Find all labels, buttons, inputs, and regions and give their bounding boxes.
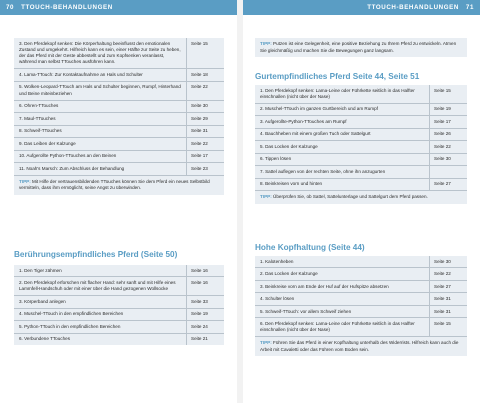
table-row [255, 165, 467, 177]
step-text: 2. Den Pferdekopf erforschen mit flacher Hand: sehr sanft und mit Hilfe eines Lammfell-Handschuh oder mit einer über die Hand gezogenen Wollsocke [19, 280, 176, 292]
table-row [255, 128, 467, 140]
step-text: 5. Das Locken der Kalzunge [260, 143, 318, 149]
page-ref [429, 166, 467, 177]
step-text: 4. Bauchheben mit einem großen Tuch oder Sattelgurt [260, 131, 371, 137]
right-page-header [243, 0, 480, 15]
step-text: 3. Aufgerollte-Python-TTouches am Rumpf [260, 118, 347, 124]
page-ref: Seite 22 [186, 138, 224, 149]
page-ref: Seite 17 [186, 151, 224, 162]
page-ref: Seite 16 [186, 265, 224, 276]
tip-label: TIPP: [260, 41, 272, 46]
table-row [14, 308, 224, 320]
step-text: 5. Schweif-TTouch: vor allem Schweif ziehen [260, 308, 352, 314]
step-text: 3. Den Pferdekopf senken: Die Körperhaltung beeinflusst den emotionalen Zustand und umgekehrt. Hilfreich kann es sein, einer Hälfte zur Seite zu heben, der das Pferd mit der Geste abbestellt und zum Kopfsenken veranlasst, während man selbst TTouches ausführen kann. [19, 40, 181, 65]
page-ref: Seite 22 [429, 268, 467, 279]
left-page-number: 70 [6, 4, 15, 11]
step-text: 2. Das Locken der Kalzunge [260, 271, 318, 277]
tip-box [255, 190, 467, 204]
step-text: 7. Maul-TTouches [19, 115, 56, 121]
step-text: 1. Den Pferdekopf senken: Lama-Leine oder Führkette seitlich in das Halfter einschnallen (nicht über der Nase) [260, 87, 415, 99]
step-text: 3. Beinkreise vorn am Ende der Huf auf der Hufspitze absetzen [260, 283, 389, 289]
table-row [14, 81, 224, 100]
table-row [14, 100, 224, 112]
page-ref: Seite 31 [186, 126, 224, 137]
section-heading: Gurtempfindliches Pferd Seite 44, Seite 51 [255, 72, 420, 81]
step-text: 4. Lama-TTouch: Zur Kontaktaufnahme an Hals und Schulter [19, 71, 143, 77]
left-treatment-table-1 [14, 38, 224, 175]
step-text: 10. Aufgerollte Python-TTouches an den Beinen [19, 153, 117, 159]
table-row [255, 103, 467, 115]
step-text: 9. Das Leiben der Kalzunge [19, 140, 76, 146]
page-ref: Seite 24 [186, 321, 224, 332]
page-ref: Seite 26 [429, 129, 467, 140]
page-ref: Seite 33 [186, 296, 224, 307]
left-block-2 [14, 265, 224, 345]
right-running-title: TTOUCH-BEHANDLUNGEN [367, 4, 459, 11]
page-ref: Seite 30 [429, 154, 467, 165]
right-page-number: 71 [465, 4, 474, 11]
page-ref: Seite 23 [186, 163, 224, 174]
left-block-1 [14, 38, 224, 195]
table-row [255, 256, 467, 267]
step-text: 4. Muschel-TTouch in den empfindlichen Bereichen [19, 311, 124, 317]
table-row [255, 317, 467, 336]
table-row [255, 153, 467, 165]
tip-label: TIPP: [19, 178, 31, 184]
right-treatment-table-1 [255, 85, 467, 190]
table-row [255, 280, 467, 292]
page-ref: Seite 22 [429, 141, 467, 152]
table-row [14, 137, 224, 149]
tip-label: TIPP: [260, 340, 272, 346]
table-row [255, 292, 467, 304]
step-text: 4. Schulter lösen [260, 296, 295, 302]
right-block-1 [255, 85, 467, 204]
page-ref: Seite 29 [186, 113, 224, 124]
table-row [14, 162, 224, 174]
page-ref: Seite 31 [429, 306, 467, 317]
page-ref: Seite 19 [429, 104, 467, 115]
page-ref: Seite 16 [186, 277, 224, 295]
tip-box [255, 38, 467, 57]
table-row [255, 305, 467, 317]
section-heading: Berührungsempfindliches Pferd (Seite 50) [14, 250, 178, 259]
step-text: 7. Sattel auflegen von der rechten Seite, ohne ihn anzugurten [260, 168, 386, 174]
step-text: 8. Schweif-TTouches [19, 128, 62, 134]
step-text: 5. Wolken-Leopard-TTouch am Hals und Schulter beginnen, Rumpf, Hinterhand und Beine miteinbeziehen [19, 84, 181, 96]
tip-text: Überprüfen Sie, ob Sattel, Sattelunterlage und Sattelgurt dem Pferd passen. [273, 194, 428, 200]
page-ref: Seite 30 [429, 256, 467, 267]
step-text: 6. Ohren-TTouches [19, 103, 59, 109]
step-text: 6. Tippen lösen [260, 156, 292, 162]
left-page [0, 15, 237, 403]
tip-label: TIPP: [260, 194, 272, 200]
right-page [243, 15, 480, 403]
table-row [14, 112, 224, 124]
table-row [14, 125, 224, 137]
table-row [255, 140, 467, 152]
left-page-header [0, 0, 237, 15]
step-text: 6. Den Pferdekopf senken: Lama-Leine oder Führkette seitlich in das Halfter einschnallen (nicht über der Nase) [260, 321, 415, 333]
right-treatment-table-2 [255, 256, 467, 336]
right-tip-top [255, 38, 467, 57]
left-running-title: TTOUCH-BEHANDLUNGEN [21, 4, 113, 11]
tip-text: Führen Sie das Pferd in einer Kopfhaltung unterhalb des Widerrists. Hilfreich kann auch die Arbeit mit Cavaletti oder das Führen vom Boden sein. [260, 340, 459, 352]
tip-box [255, 336, 467, 356]
table-row [14, 150, 224, 162]
page-ref: Seite 31 [429, 293, 467, 304]
table-row [255, 115, 467, 127]
page-ref: Seite 17 [429, 116, 467, 127]
step-text: 6. Verbundene TTouches [19, 336, 70, 342]
page-ref: Seite 27 [429, 179, 467, 190]
step-text: 5. Python-TTouch in den empfindlichen Bereichen [19, 323, 121, 329]
table-row [14, 38, 224, 68]
page-ref: Seite 15 [186, 38, 224, 68]
page-ref: Seite 15 [429, 318, 467, 336]
page-ref: Seite 15 [429, 85, 467, 103]
section-heading: Hohe Kopfhaltung (Seite 44) [255, 243, 365, 252]
page-ref: Seite 18 [186, 69, 224, 80]
table-row [14, 276, 224, 295]
page-ref: Seite 19 [186, 309, 224, 320]
tip-text: Mit Hilfe der vertrauensbildenden TTouches können Sie dem Pferd ein neues Selbstbild vermitteln, dass ihm ermöglicht, seine Angst zu überwinden. [19, 178, 210, 191]
table-row [14, 68, 224, 80]
left-treatment-table-2 [14, 265, 224, 345]
step-text: 8. Beinkreisen vorn und hinten [260, 181, 323, 187]
tip-text: Putzen ist eine Gelegenheit, eine positive Beziehung zu Ihrem Pferd zu entwickeln. Atmen Sie gleichmäßig und machen Sie die Bewegungen ganz langsam. [260, 41, 457, 53]
table-row [14, 320, 224, 332]
step-text: 3. Körperband anlegen [19, 298, 66, 304]
page-ref: Seite 22 [186, 82, 224, 100]
table-row [14, 295, 224, 307]
table-row [255, 178, 467, 190]
step-text: 1. Den Tiger zähmen [19, 267, 62, 273]
step-text: 11. Noah's Marsch: Zum Abschluss der Behandlung [19, 165, 125, 171]
right-block-2 [255, 256, 467, 356]
page-ref: Seite 30 [186, 101, 224, 112]
table-row [14, 265, 224, 276]
step-text: 2. Muschel-TTouch im ganzen Gurtbereich und am Rumpf [260, 106, 378, 112]
page-ref: Seite 27 [429, 281, 467, 292]
table-row [14, 333, 224, 345]
table-row [255, 85, 467, 103]
table-row [255, 267, 467, 279]
page-ref: Seite 21 [186, 334, 224, 345]
step-text: 1. Kalotenheben [260, 258, 294, 264]
left-tip-box [14, 175, 224, 195]
